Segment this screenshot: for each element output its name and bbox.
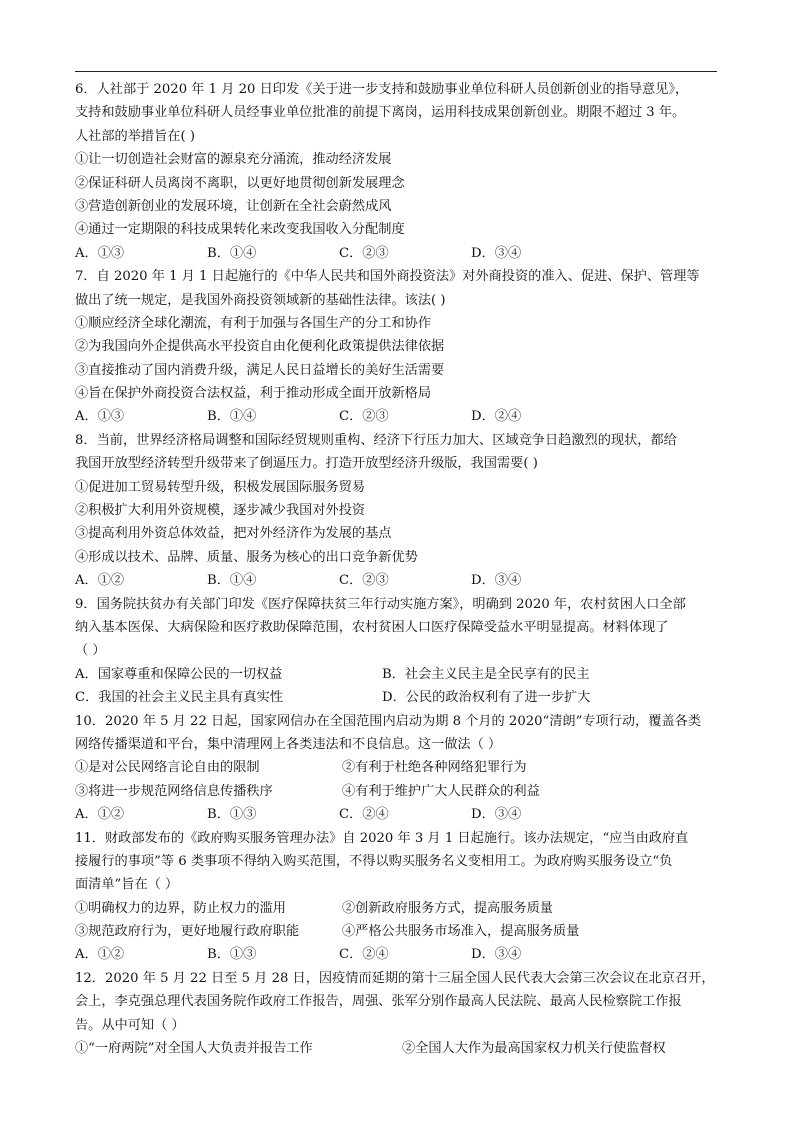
option-d[interactable]: D．②④ [471,409,522,425]
option-b[interactable]: B．①④ [207,409,257,425]
question-stem: 7．自 2020 年 1 月 1 日起施行的《中华人民共和国外商投资法》对外商投资的准入、促进、保护、管理等 [75,269,700,285]
options-row [75,663,725,686]
header-rule [75,71,717,72]
statement: ①促进加工贸易转型升级，积极发展国际服务贸易 [75,479,366,495]
question-stem: 9．国务院扶贫办有关部门印发《医疗保障扶贫三年行动实施方案》，明确到 2020 年，农村贫困人口全部 [75,596,686,612]
question-stem: 网络传播渠道和平台，集中清理网上各类违法和不良信息。这一做法（ ） [75,736,502,752]
question-stem: 8．当前，世界经济格局调整和国际经贸规则重构、经济下行压力加大、区域竞争日趋激烈的现状，都给 [75,432,677,448]
statement: ④形成以技术、品牌、质量、服务为核心的出口竞争新优势 [75,549,418,565]
option-c[interactable]: C．②③ [339,245,389,261]
statements-row [75,780,725,803]
option-b[interactable]: B．社会主义民主是全民享有的民主 [382,666,590,682]
statement: ①顺应经济全球化潮流，有利于加强与各国生产的分工和协作 [75,315,432,331]
statement: ③直接推动了国内消费升级，满足人民日益增长的美好生活需要 [75,362,445,378]
option-a[interactable]: A．①② [75,807,125,823]
options-row [75,569,725,592]
option-b[interactable]: B．①③ [207,807,257,823]
option-c[interactable]: C．②④ [339,947,389,963]
statements-row [75,756,725,779]
question-7 [75,265,725,429]
question-stem: 做出了统一规定，是我国外商投资领域新的基础性法律。该法( ) [75,292,446,308]
options-row [75,943,725,966]
options-row [75,686,725,709]
question-6 [75,78,725,265]
question-stem: 面清单”旨在（ ） [75,877,179,893]
question-stem: 纳入基本医保、大病保险和医疗救助保障范围，农村贫困人口医疗保障受益水平明显提高。材料体现了 [75,619,669,635]
statement: ④严格公共服务市场准入，提高服务质量 [342,924,580,940]
option-d[interactable]: D．③④ [471,947,522,963]
question-11 [75,827,725,967]
question-stem: 支持和鼓励事业单位科研人员经事业单位批准的前提下离岗，运用科技成果创新创业。期限不超过 3 年。 [75,105,686,121]
statement: ①让一切创造社会财富的源泉充分涌流，推动经济发展 [75,152,392,168]
exam-page [75,78,725,1060]
statement: ④有利于维护广大人民群众的利益 [342,783,540,799]
question-stem: 接履行的事项”等 6 类事项不得纳入购买范围，不得以购买服务名义变相用工。为政府购买服务设立“负 [75,853,673,869]
statement: ②保证科研人员离岗不离职，以更好地贯彻创新发展理念 [75,175,405,191]
option-a[interactable]: A．国家尊重和保障公民的一切权益 [75,666,283,682]
option-c[interactable]: C．②③ [339,409,389,425]
question-stem: 10．2020 年 5 月 22 日起，国家网信办在全国范围内启动为期 8 个月的 2020“清朗”专项行动，覆盖各类 [75,713,702,729]
question-stem: 会上，李克强总理代表国务院作政府工作报告，周强、张军分别作最高人民法院、最高人民检察院工作报 [75,994,682,1010]
options-row [75,405,725,428]
statements-row [75,897,725,920]
option-a[interactable]: A．①② [75,573,125,589]
statement: ②创新政府服务方式，提高服务质量 [342,900,553,916]
option-c[interactable]: C．②④ [339,807,389,823]
statement: ①明确权力的边界，防止权力的滥用 [75,900,286,916]
statements-row [75,1037,725,1060]
question-8 [75,429,725,593]
options-row [75,242,725,265]
question-9 [75,593,725,710]
question-stem: 告。从中可知（ ） [75,1017,185,1033]
question-stem: （ ） [75,643,106,659]
option-a[interactable]: A．①③ [75,409,125,425]
statement: ④旨在保护外商投资合法权益，利于推动形成全面开放新格局 [75,386,432,402]
option-b[interactable]: B．①④ [207,573,257,589]
statement: ①“一府两院”对全国人大负责并报告工作 [75,1041,313,1057]
statement: ③营造创新创业的发展环境，让创新在全社会蔚然成风 [75,198,392,214]
question-stem: 11．财政部发布的《政府购买服务管理办法》自 2020 年 3 月 1 日起施行。该办法规定，“应当由政府直 [75,830,689,846]
statement: ③将进一步规范网络信息传播秩序 [75,783,273,799]
statement: ②为我国向外企提供高水平投资自由化便利化政策提供法律依据 [75,339,445,355]
option-d[interactable]: D．公民的政治权利有了进一步扩大 [382,690,591,706]
option-a[interactable]: A．①③ [75,245,125,261]
statement: ①是对公民网络言论自由的限制 [75,760,260,776]
option-d[interactable]: D．③④ [471,245,522,261]
option-a[interactable]: A．①② [75,947,125,963]
option-d[interactable]: D．③④ [471,573,522,589]
options-row [75,803,725,826]
option-c[interactable]: C．②③ [339,573,389,589]
option-c[interactable]: C．我国的社会主义民主具有真实性 [75,690,283,706]
statements-row [75,920,725,943]
option-d[interactable]: D．③④ [471,807,522,823]
question-12 [75,967,725,1061]
question-stem: 人社部的举措旨在( ) [75,128,195,144]
option-b[interactable]: B．①④ [207,245,257,261]
statement: ③规范政府行为，更好地履行政府职能 [75,924,300,940]
statement: ②全国人大作为最高国家权力机关行使监督权 [402,1041,666,1057]
question-stem: 6．人社部于 2020 年 1 月 20 日印发《关于进一步支持和鼓励事业单位科研人员创新创业的指导意见》， [75,82,689,97]
statement: ③提高利用外资总体效益，把对外经济作为发展的基点 [75,526,392,542]
question-stem: 12．2020 年 5 月 22 日至 5 月 28 日，因疫情而延期的第十三届全国人民代表大会第三次会议在北京召开， [75,970,715,986]
option-b[interactable]: B．①③ [207,947,257,963]
statement: ②有利于杜绝各种网络犯罪行为 [342,760,527,776]
question-10 [75,710,725,827]
question-stem: 我国开放型经济转型升级带来了倒逼压力。打造开放型经济升级版，我国需要( ) [75,456,538,472]
statement: ④通过一定期限的科技成果转化来改变我国收入分配制度 [75,222,405,238]
statement: ②积极扩大利用外资规模，逐步减少我国对外投资 [75,503,366,519]
